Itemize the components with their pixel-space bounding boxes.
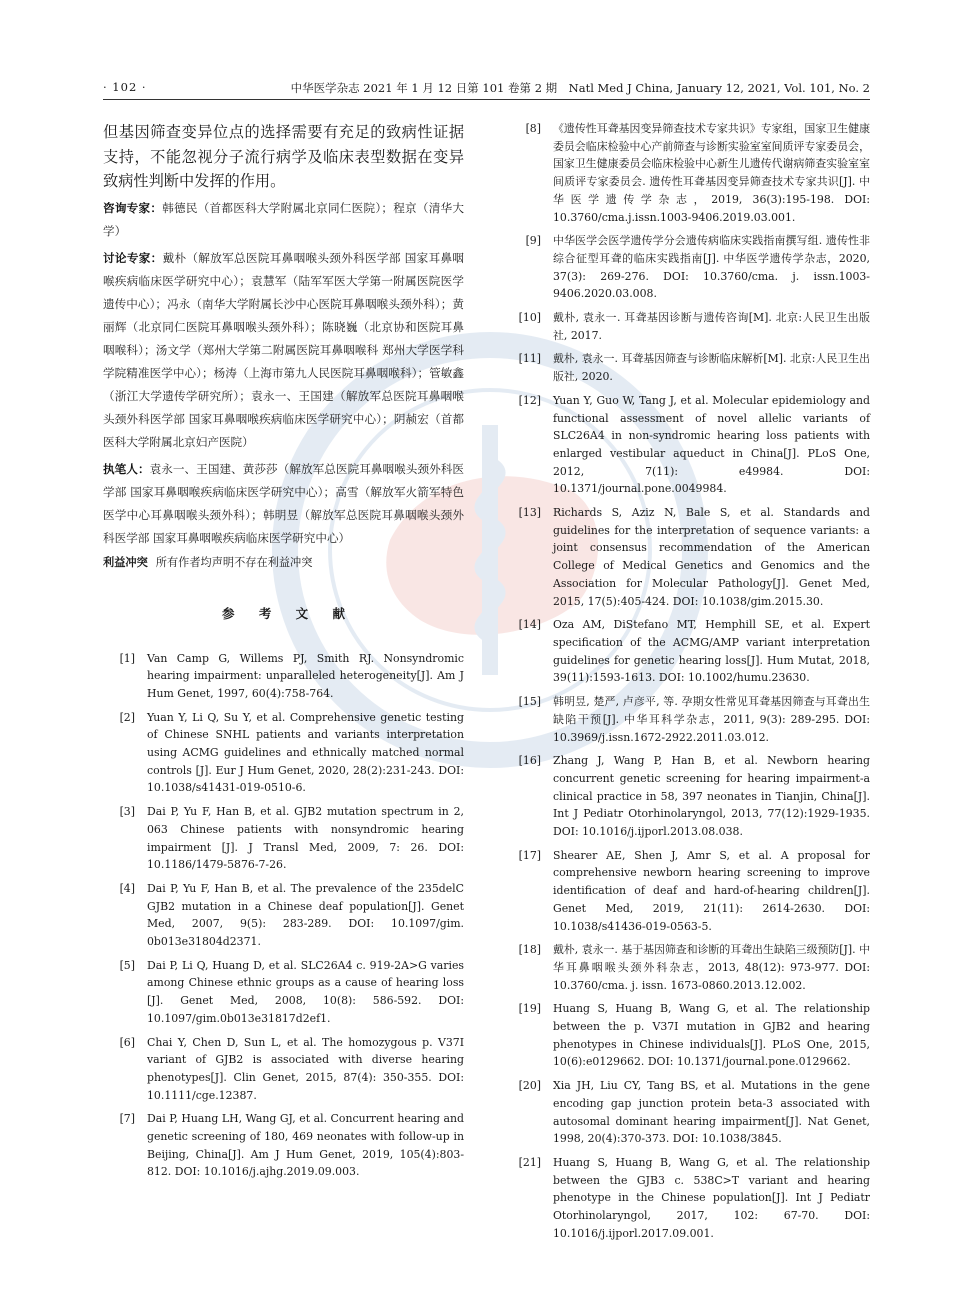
reference-item <box>103 650 464 703</box>
reference-item <box>103 709 464 798</box>
reference-number: [12] <box>518 393 541 407</box>
reference-item <box>510 120 870 226</box>
reference-item <box>510 847 870 936</box>
header-divider <box>103 99 870 100</box>
page-number: · 102 · <box>103 80 147 94</box>
reference-item <box>103 957 464 1028</box>
writers-label: 执笔人： <box>103 461 150 476</box>
reference-item <box>103 880 464 951</box>
discussion-experts-label: 讨论专家： <box>103 250 163 265</box>
reference-item <box>510 1154 870 1243</box>
reference-text: 戴朴, 袁永一. 基于基因筛查和诊断的耳聋出生缺陷三级预防[J]. 中华耳鼻咽喉头颈外科杂志，2013, 48(12): 973-977. DOI: 10.3760/cma. j. issn. 1673-0860.2013.12.002. <box>553 943 870 992</box>
reference-number: [11] <box>518 352 541 366</box>
discussion-experts <box>103 247 464 454</box>
reference-item <box>510 392 870 498</box>
reference-text: Huang S, Huang B, Wang G, et al. The relationship between the p. V37I mutation in GJB2 and hearing phenotypes in Chinese individuals[J]. PLoS One, 2015, 10(6):e0129662. DOI: 10.1371/journal.pone.0129662. <box>553 1002 870 1069</box>
reference-item <box>510 504 870 610</box>
writers-text: 袁永一、王国建、黄莎莎（解放军总医院耳鼻咽喉头颈外科医学部 国家耳鼻咽喉疾病临床医学研究中心）；高雪（解放军火箭军特色医学中心耳鼻咽喉头颈外科）；韩明昱（解放军总医院耳鼻咽喉头颈外科医学部 国家耳鼻咽喉疾病临床医学研究中心） <box>103 461 464 545</box>
consulting-experts <box>103 197 464 243</box>
consulting-experts-text: 韩德民（首都医科大学附属北京同仁医院）；程京（清华大学） <box>103 200 464 238</box>
reference-item <box>510 232 870 303</box>
reference-text: Dai P, Yu F, Han B, et al. GJB2 mutation spectrum in 2, 063 Chinese patients with nonsyndromic hearing impairment [J]. J Transl Med, 2009, 7: 26. DOI: 10.1186/1479-5876-7-26. <box>147 805 464 872</box>
conflict-label: 利益冲突 <box>103 555 148 569</box>
reference-text: Huang S, Huang B, Wang G, et al. The relationship between the GJB3 c. 538C>T variant and hearing phenotype in the Chinese population[J]. Int J Pediatr Otorhinolaryngol, 2017, 102: 67-70. DOI: 10.1016/j.ijporl.2017.09.001. <box>553 1155 870 1240</box>
references-heading: 参 考 文 献 <box>221 605 356 621</box>
reference-number: [2] <box>119 710 135 724</box>
reference-number: [8] <box>525 122 541 135</box>
reference-text: 《遗传性耳聋基因变异筛查技术专家共识》专家组，国家卫生健康委员会临床检验中心产前筛查与诊断实验室室间质评专家委员会，国家卫生健康委员会临床检验中心新生儿遗传代谢病筛查实验室室间质评专家委员会. 遗传性耳聋基因变异筛查技术专家共识[J]. 中华医学遗传学杂志，2019, 36(3):195-198. DOI: 10.3760/cma.j.issn.1003-9406.2019.03.001. <box>553 122 870 224</box>
reference-text: 戴朴, 袁永一. 耳聋基因筛查与诊断临床解析[M]. 北京:人民卫生出版社, 2020. <box>553 352 870 384</box>
reference-number: [6] <box>119 1035 135 1049</box>
writers <box>103 458 464 550</box>
reference-text: 戴朴, 袁永一. 耳聋基因诊断与遗传咨询[M]. 北京:人民卫生出版社, 2017. <box>553 311 870 342</box>
reference-number: [20] <box>518 1079 541 1093</box>
closing-paragraph: 但基因筛查变异位点的选择需要有充足的致病性证据支持，不能忽视分子流行病学及临床表型数据在变异致病性判断中发挥的作用。 <box>103 123 464 190</box>
reference-item <box>510 309 870 344</box>
reference-text: Dai P, Li Q, Huang D, et al. SLC26A4 c. 919-2A>G varies among Chinese ethnic groups as a cause of hearing loss [J]. Genet Med, 2008, 10(8): 586-592. DOI: 10.1097/gim.0b013e31817d2ef1. <box>147 958 464 1025</box>
reference-text: Dai P, Yu F, Han B, et al. The prevalence of the 235delC GJB2 mutation in a Chinese deaf population[J]. Genet Med, 2007, 9(5): 283-289. DOI: 10.1097/gim. 0b013e31804d2371. <box>147 881 464 949</box>
reference-item <box>510 616 870 687</box>
reference-text: Dai P, Huang LH, Wang GJ, et al. Concurrent hearing and genetic screening of 180, 469 neonates with follow-up in Beijing, China[J]. Am J Hum Genet, 2019, 105(4):803-812. DOI: 10.1016/j.ajhg.2019.09.003. <box>147 1112 464 1179</box>
right-column <box>510 120 870 1248</box>
reference-number: [19] <box>518 1002 541 1016</box>
journal-citation: 中华医学杂志 2021 年 1 月 12 日第 101 卷第 2 期 Natl Med J China, January 12, 2021, Vol. 101, No. 2 <box>290 81 870 95</box>
reference-number: [14] <box>518 618 541 632</box>
reference-item <box>103 1034 464 1105</box>
reference-text: 中华医学会医学遗传学分会遗传病临床实践指南撰写组. 遗传性非综合征型耳聋的临床实践指南[J]. 中华医学遗传学杂志，2020, 37(3): 269-276. DOI: 10.3760/cma. j. issn.1003-9406.2020.03.008. <box>553 234 870 301</box>
reference-item <box>510 693 870 746</box>
reference-number: [4] <box>119 881 135 895</box>
reference-number: [13] <box>518 506 541 520</box>
reference-number: [18] <box>518 943 541 957</box>
discussion-experts-text: 戴朴（解放军总医院耳鼻咽喉头颈外科医学部 国家耳鼻咽喉疾病临床医学研究中心）；袁慧军（陆军军医大学第一附属医院医学遗传中心）；冯永（南华大学附属长沙中心医院耳鼻咽喉头颈外科）；黄丽辉（北京同仁医院耳鼻咽喉头颈外科）；陈晓巍（北京协和医院耳鼻咽喉科）；汤文学（郑州大学第二附属医院耳鼻咽喉科 郑州大学医学科学院精准医学中心）；杨涛（上海市第九人民医院耳鼻咽喉科）；管敏鑫（浙江大学遗传学研究所）；袁永一、王国建（解放军总医院耳鼻咽喉头颈外科医学部 国家耳鼻咽喉疾病临床医学研究中心）；阴赪宏（首都医科大学附属北京妇产医院） <box>103 250 464 449</box>
reference-item <box>510 752 870 841</box>
reference-list-right <box>510 120 870 1242</box>
reference-number: [5] <box>119 958 135 972</box>
reference-text: Richards S, Aziz N, Bale S, et al. Standards and guidelines for the interpretation of sequence variants: a joint consensus recommendation of the American College of Medical Genetics and Genomics and the Association for Molecular Pathology[J]. Genet Med, 2015, 17(5):405-424. DOI: 10.1038/gim.2015.30. <box>553 506 870 608</box>
reference-text: Oza AM, DiStefano MT, Hemphill SE, et al. Expert specification of the ACMG/AMP variant interpretation guidelines for genetic hearing loss[J]. Hum Mutat, 2018, 39(11):1593-1613. DOI: 10.1002/humu.23630. <box>553 618 870 685</box>
reference-number: [9] <box>525 234 541 248</box>
reference-number: [3] <box>119 805 135 819</box>
reference-text: Xia JH, Liu CY, Tang BS, et al. Mutations in the gene encoding gap junction protein beta-3 associated with autosomal dominant hearing impairment[J]. Nat Genet, 1998, 20(4):370-373. DOI: 10.1038/3845. <box>553 1079 870 1146</box>
reference-number: [21] <box>518 1155 541 1169</box>
reference-item <box>510 1077 870 1148</box>
reference-item <box>103 803 464 874</box>
reference-text: 韩明昱, 楚严, 卢彦平, 等. 孕期女性常见耳聋基因筛查与耳聋出生缺陷干预[J]. 中华耳科学杂志，2011, 9(3): 289-295. DOI: 10.3969/j.issn.1672-2922.2011.03.012. <box>553 695 870 744</box>
reference-text: Van Camp G, Willems PJ, Smith RJ. Nonsyndromic hearing impairment: unparalleled heterogeneity[J]. Am J Hum Genet, 1997, 60(4):758-764. <box>147 651 464 700</box>
reference-item <box>103 1110 464 1181</box>
reference-list-left <box>103 650 464 1182</box>
reference-text: Chai Y, Chen D, Sun L, et al. The homozygous p. V37I variant of GJB2 is associated with diverse hearing phenotypes[J]. Clin Genet, 2015, 87(4): 350-355. DOI: 10.1111/cge.12387. <box>147 1035 464 1102</box>
conflict-of-interest <box>103 552 464 574</box>
left-column <box>103 120 464 1187</box>
conflict-text: 所有作者均声明不存在利益冲突 <box>155 555 313 569</box>
reference-number: [17] <box>518 848 541 862</box>
running-header <box>103 77 870 97</box>
reference-text: Yuan Y, Li Q, Su Y, et al. Comprehensive genetic testing of Chinese SNHL patients and variants interpretation using ACMG guidelines and ethnically matched normal controls [J]. Eur J Hum Genet, 2020, 28(2):231-243. DOI: 10.1038/s41431-019-0510-6. <box>147 710 464 795</box>
reference-item <box>510 941 870 994</box>
reference-number: [7] <box>119 1112 135 1126</box>
reference-number: [1] <box>119 651 135 665</box>
reference-number: [10] <box>518 311 541 325</box>
reference-number: [15] <box>518 695 541 709</box>
reference-text: Shearer AE, Shen J, Amr S, et al. A proposal for comprehensive newborn hearing screening to improve identification of deaf and hard-of-hearing children[J]. Genet Med, 2019, 21(11): 2614-2630. DOI: 10.1038/s41436-019-0563-5. <box>553 848 870 933</box>
reference-item <box>510 1000 870 1071</box>
consulting-experts-label: 咨询专家： <box>103 200 163 215</box>
reference-item <box>510 350 870 385</box>
reference-number: [16] <box>518 754 541 768</box>
reference-text: Yuan Y, Guo W, Tang J, et al. Molecular epidemiology and functional assessment of novel allelic variants of SLC26A4 in non-syndromic hearing loss patients with enlarged vestibular aqueduct in China[J]. PLoS One, 2012, 7(11): e49984. DOI: 10.1371/journal.pone.0049984. <box>553 393 870 496</box>
reference-text: Zhang J, Wang P, Han B, et al. Newborn hearing concurrent genetic screening for hearing impairment-a clinical practice in 58, 397 neonates in Tianjin, China[J]. Int J Pediatr Otorhinolaryngol, 2013, 77(12):1929-1935. DOI: 10.1016/j.ijporl.2013.08.038. <box>553 754 870 839</box>
